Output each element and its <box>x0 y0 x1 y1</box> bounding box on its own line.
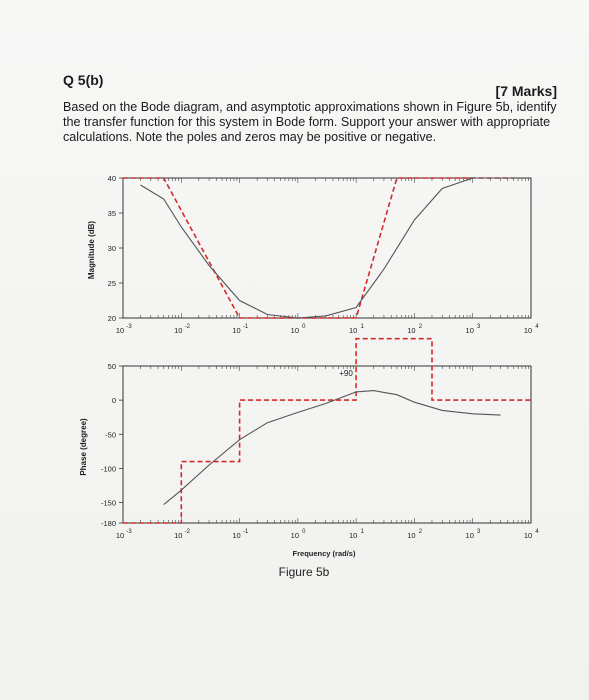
phase-x-tick-exponent: 4 <box>535 529 539 535</box>
magnitude-x-tick-label: 10 <box>232 326 241 335</box>
magnitude-plot-frame <box>123 178 531 318</box>
phase-y-tick-label: -180 <box>100 519 116 528</box>
magnitude-y-tick-label: 25 <box>107 279 116 288</box>
magnitude-y-tick-label: 20 <box>107 314 116 323</box>
question-number: Q 5(b) <box>63 72 104 88</box>
phase-actual-line <box>164 391 501 505</box>
magnitude-x-tick-label: 10 <box>407 326 416 335</box>
magnitude-x-tick-label: 10 <box>523 326 533 335</box>
magnitude-axis-label: Magnitude (dB) <box>87 220 96 280</box>
magnitude-y-tick-label: 40 <box>107 174 116 183</box>
magnitude-x-tick-exponent: -2 <box>184 324 190 330</box>
phase-x-tick-label: 10 <box>465 531 474 540</box>
phase-axis-label: Phase (degree) <box>79 418 88 476</box>
magnitude-x-tick-label: 10 <box>348 326 358 335</box>
phase-x-tick-exponent: 1 <box>360 529 364 535</box>
magnitude-x-tick-exponent: -1 <box>242 324 249 330</box>
phase-y-tick-label: 50 <box>107 362 116 371</box>
magnitude-x-tick-label: 10 <box>174 326 183 335</box>
x-axis-label: Frequency (rad/s) <box>292 549 356 558</box>
phase-x-tick-label: 10 <box>115 531 125 540</box>
plus-90-annotation: +90 <box>339 369 353 378</box>
phase-x-tick-label: 10 <box>174 531 183 540</box>
phase-x-tick-label: 10 <box>290 531 300 540</box>
magnitude-y-tick-label: 35 <box>107 209 116 218</box>
phase-y-tick-label: -50 <box>105 430 116 440</box>
phase-x-tick-label: 10 <box>523 531 533 540</box>
phase-x-tick-label: 10 <box>348 531 358 540</box>
phase-x-tick-exponent: 3 <box>477 529 481 535</box>
magnitude-x-tick-exponent: 3 <box>477 324 481 330</box>
magnitude-x-tick-exponent: -3 <box>126 324 132 330</box>
phase-x-tick-exponent: -3 <box>126 529 132 535</box>
magnitude-x-tick-label: 10 <box>290 326 300 335</box>
phase-y-tick-label: 0 <box>111 396 116 406</box>
magnitude-actual-line <box>141 178 514 318</box>
question-text: Based on the Bode diagram, and asymptotic approximations shown in Figure 5b, identify the transfer function for this system in Bode form. Support your answer with appropriate calculations. Note the poles and zeros may be positive or negative. <box>63 100 557 144</box>
phase-x-tick-label: 10 <box>407 531 416 540</box>
figure-caption: Figure 5b <box>278 565 330 579</box>
phase-x-tick-exponent: 2 <box>418 529 423 535</box>
magnitude-x-tick-exponent: 4 <box>535 324 539 330</box>
magnitude-x-tick-exponent: 2 <box>418 324 423 330</box>
phase-x-tick-exponent: -1 <box>242 529 249 535</box>
question-marks: [7 Marks] <box>495 83 557 99</box>
phase-x-tick-exponent: 0 <box>302 529 306 535</box>
magnitude-x-tick-label: 10 <box>115 326 125 335</box>
magnitude-y-tick-label: 30 <box>107 244 116 253</box>
magnitude-x-tick-exponent: 1 <box>360 324 364 330</box>
phase-y-tick-label: -100 <box>100 464 116 474</box>
phase-x-tick-label: 10 <box>232 531 241 540</box>
phase-x-tick-exponent: -2 <box>184 529 190 535</box>
phase-plot-frame <box>123 366 531 523</box>
magnitude-x-tick-label: 10 <box>465 326 474 335</box>
magnitude-asymptote-line <box>123 178 514 318</box>
phase-y-tick-label: -150 <box>100 498 116 508</box>
magnitude-x-tick-exponent: 0 <box>302 324 306 330</box>
